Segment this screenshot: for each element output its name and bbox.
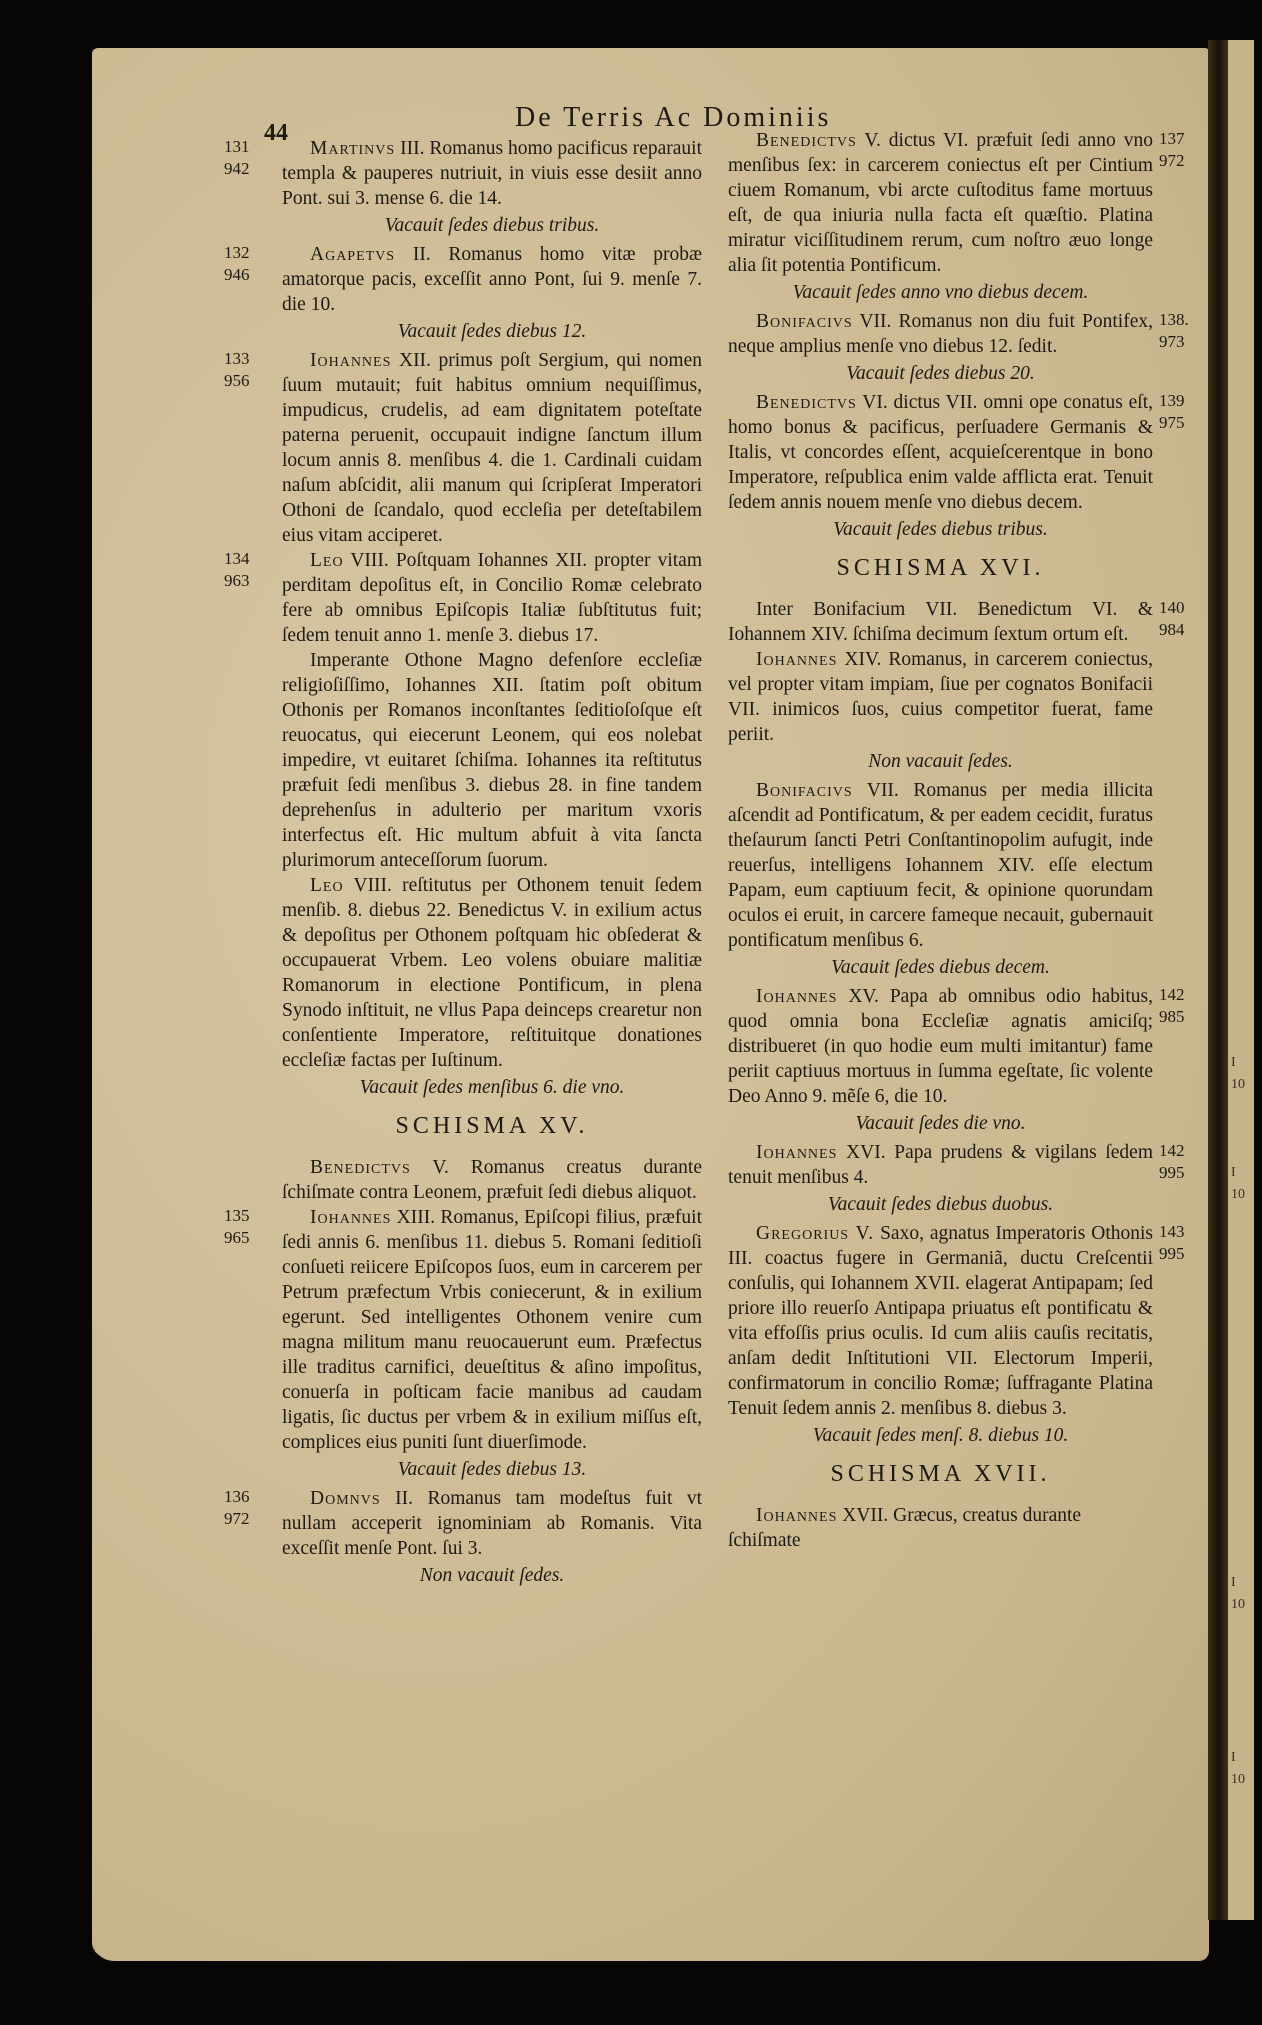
entry-text <box>728 390 1153 515</box>
pope-entry <box>728 778 1153 953</box>
right-column <box>728 128 1189 1553</box>
facing-margin-note: 10 <box>1231 1597 1245 1612</box>
pope-name: Leo <box>310 875 344 896</box>
book-gutter <box>1208 40 1230 1920</box>
vacancy-note: Vacauit ſedes anno vno diebus decem. <box>792 282 1089 303</box>
entry-body: VIII. reſtitutus per Othonem tenuit ſedem menſib. 8. diebus 22. Benedictus V. in exilium actus & depoſitus per Othonem poſtquam hic obſederat & occupauerat Vrbem. Leo volens obuiare malitiæ Romanorum in electione Pontificum, in plena Synodo inſtituit, ne vllus Papa deinceps crearetur non conſentiente Imperatore, reſtituitque donationes eccleſiæ factas per Iuſtinum. <box>282 875 702 1071</box>
running-head: De Terris Ac Dominiis <box>515 102 832 133</box>
facing-margin-note: I <box>1231 1165 1236 1180</box>
entry-text <box>282 136 702 211</box>
facing-margin-note: I <box>1231 1750 1236 1765</box>
entry-body: III. Romanus homo pacificus reparauit templa & pauperes nutriuit, in viuis esse desiit anno Pont. sui 3. mense 6. die 14. <box>282 138 702 209</box>
pope-name: Benedictvs <box>756 130 857 151</box>
pope-name: Agapetvs <box>310 244 396 265</box>
margin-note: 995 <box>1159 1244 1185 1263</box>
entry-text <box>728 597 1153 647</box>
pope-entry <box>224 548 702 648</box>
entry-body: II. Romanus tam modeſtus fuit vt nullam acceperit ignominiam ab Romanis. Vita exceſſit menſe Pont. ſui 3. <box>282 1488 703 1559</box>
entry-text <box>728 128 1153 278</box>
entry-body: XIII. Romanus, Epiſcopi filius, præfuit ſedi annis 6. menſibus 11. diebus 5. Romani ſeditioſi conſueti reiicere Epiſcopos ſuos, eum in carcerem per Petrum præfectum Vrbis coniecerunt, & in exilium egerunt. Sed intelligentes Othonem venire cum magna militum manu reuocauerunt eum. Præfectus ille traditus carnifici, deueſtitus & aſino impoſitus, conuerſa in poſticam facie manibus ad caudam ligatis, ſic ductus per vrbem & in exilium miſſus eſt, complices eius puniti ſunt diuerſimode. <box>282 1207 703 1453</box>
vacancy-note: Non vacauit ſedes. <box>868 751 1013 772</box>
vacancy-note: Vacauit ſedes diebus 12. <box>397 321 587 342</box>
entry-body: VII. Romanus per media illicita aſcendit ad Pontificatum, & per eadem cecidit, furatus theſaurum ſancti Petri Conſtantinopolim aufugit, inde reuerſus, intelligens Iohannem XIV. eſſe electum Papam, eum captiuum fecit, & opinione quorundam oculos ei eruit, in carcere fameque necauit, gubernauit pontificatum menſibus 6. <box>728 780 1153 951</box>
entry-body: VII. Romanus non diu fuit Pontifex, neque amplius menſe vno diebus 12. ſedit. <box>728 311 1153 357</box>
margin-note: 136 <box>224 1487 250 1506</box>
pope-entry <box>728 1503 1153 1553</box>
entry-text <box>728 647 1153 747</box>
vacancy-note: Vacauit ſedes menſibus 6. die vno. <box>359 1077 625 1098</box>
margin-note: 995 <box>1159 1163 1185 1182</box>
margin-note: 956 <box>224 371 250 390</box>
vacancy-note: Vacauit ſedes diebus 13. <box>397 1459 587 1480</box>
pope-entry <box>224 1205 703 1455</box>
pope-entry <box>728 984 1185 1109</box>
entry-body: VIII. Poſtquam Iohannes XII. propter vitam perditam depoſitus eſt, in Concilio Romæ celebrato fere ab omnibus Epiſcopis Italiæ ſubſtitutus fuit; ſedem tenuit anno 1. menſe 3. diebus 17. <box>282 550 702 646</box>
entry-text <box>282 242 702 317</box>
vacancy-note: Vacauit ſedes menſ. 8. diebus 10. <box>812 1425 1069 1446</box>
entry-body: XVII. Græcus, creatus durante <box>842 1505 1082 1526</box>
entry-text <box>728 984 1153 1109</box>
margin-note: 975 <box>1159 413 1185 432</box>
entry-text <box>282 1155 702 1205</box>
pope-entry <box>224 1486 703 1561</box>
margin-note: 984 <box>1159 620 1185 639</box>
pope-name: Iohannes <box>756 649 838 670</box>
pope-entry <box>728 128 1185 278</box>
margin-note: 985 <box>1159 1007 1185 1026</box>
margin-note: 972 <box>1159 151 1185 170</box>
margin-note: 131 <box>224 137 250 156</box>
schisma-heading: SCHISMA XVII. <box>830 1461 1051 1487</box>
margin-note: 137 <box>1159 129 1185 148</box>
catchword: ſchiſmate <box>728 1530 801 1551</box>
pope-name: Bonifacivs <box>756 780 853 801</box>
margin-note: 133 <box>224 349 250 368</box>
margin-note: 140 <box>1159 598 1185 617</box>
pope-entry <box>224 242 703 317</box>
margin-note: 972 <box>224 1509 250 1528</box>
entry-body: V. Romanus creatus durante ſchiſmate contra Leonem, præfuit ſedi diebus aliquot. <box>282 1157 702 1203</box>
pope-entry <box>224 348 702 548</box>
entry-body: Saxo, agnatus Imperatoris Othonis III. coactus fugere in Germaniã, ductu Creſcentii conſulis, qui Iohannem XVII. elagerat Antipapam; ſed priore illo reuerſo Antipapa priuatus eſt pontificatu & vita effoſſis prius oculis. Id cum aliis cauſis recitatis, anſam dedit Inſtitutioni VII. Electorum Imperii, confirmatorum in concilio Romæ; ſuffragante Platina Tenuit ſedem annis 2. menſibus 8. diebus 3. <box>728 1223 1153 1419</box>
entry-text <box>728 1221 1153 1421</box>
margin-note: 139 <box>1159 391 1185 410</box>
facing-page-strip <box>1228 40 1254 1920</box>
entry-body: Inter Bonifacium VII. Benedictum VI. & Iohannem XIV. ſchiſma decimum ſextum ortum eſt. <box>728 599 1153 645</box>
facing-margin-note: I <box>1231 1055 1236 1070</box>
margin-note: 965 <box>224 1228 250 1247</box>
entry-body: V. dictus VI. præfuit ſedi anno vno menſibus ſex: in carcerem coniectus eſt per Cintium ciuem Romanum, vbi arcte cuſtoditus fame mortuus eſt, de qua iniuria nulla facta eſt quæſtio. Platina miratur viciſſitudinem rerum, cum noſtro æuo longe alia ſit potentia Pontificum. <box>728 130 1153 276</box>
entry-body: XVI. Papa prudens & vigilans ſedem tenuit menſibus 4. <box>728 1142 1153 1188</box>
pope-entry <box>282 648 702 873</box>
vacancy-note: Vacauit ſedes die vno. <box>855 1113 1026 1134</box>
pope-name: Gregorius V. <box>756 1223 875 1244</box>
vacancy-note: Vacauit ſedes diebus duobus. <box>827 1194 1054 1215</box>
pope-entry <box>728 390 1185 515</box>
margin-note: 135 <box>224 1206 250 1225</box>
entry-text <box>282 348 702 548</box>
facing-margin-note: 10 <box>1231 1187 1245 1202</box>
schisma-heading: SCHISMA XV. <box>395 1113 589 1139</box>
pope-entry <box>728 309 1189 359</box>
entry-text <box>728 1140 1153 1190</box>
vacancy-note: Vacauit ſedes diebus decem. <box>831 957 1050 978</box>
schisma-heading: SCHISMA XVI. <box>836 555 1045 581</box>
margin-note: 946 <box>224 265 250 284</box>
facing-margin-note: 10 <box>1231 1772 1245 1787</box>
pope-entry <box>728 1140 1185 1190</box>
entry-body: XIV. Romanus, in carcerem coniectus, vel propter vitam impiam, ſiue per cognatos Bonifacii VII. inimicos ſuos, cuius competitor fuerat, fame periit. <box>728 649 1153 745</box>
pope-name: Domnvs <box>310 1488 381 1509</box>
pope-entry <box>728 597 1185 647</box>
facing-margin-note: 10 <box>1231 1077 1245 1092</box>
entry-body: XV. Papa ab omnibus odio habitus, quod omnia bona Eccleſiæ agnatis amiciſq; distribueret (in quo hodie eum multi imitantur) fame periit captiuus mortuus in ſumma egeſtate, ſic volente Deo Anno 9. mẽſe 6, die 10. <box>728 986 1153 1107</box>
vacancy-note: Non vacauit ſedes. <box>419 1565 565 1586</box>
pope-entry <box>728 1221 1185 1421</box>
margin-note: 142 <box>1159 1141 1185 1160</box>
margin-note: 143 <box>1159 1222 1185 1241</box>
pope-name: Iohannes <box>756 1505 838 1526</box>
margin-note: 142 <box>1159 985 1185 1004</box>
page-number: 44 <box>264 120 288 146</box>
vacancy-note: Vacauit ſedes diebus tribus. <box>833 519 1048 540</box>
pope-name: Iohannes <box>756 1142 838 1163</box>
margin-note: 963 <box>224 571 250 590</box>
entry-body: Imperante Othone Magno defenſore eccleſiæ religioſiſſimo, Iohannes XII. ſtatim poſt obitum Othonis per Romanos inconſtantes ſeditioſoſque eſt reuocatus, qui eiecerunt Leonem, qui eos nolebat impedire, vt euitaret ſchiſma. Iohannes ita reſtitutus præfuit ſedi menſibus 3. diebus 28. in fine tandem deprehenſus in adulterio per maritum vxoris interfectus eſt. Hic multum abfuit à vita ſancta plurimorum anteceſſorum ſuorum. <box>282 650 702 871</box>
entry-text <box>282 1486 702 1561</box>
pope-name: Bonifacivs <box>756 311 853 332</box>
pope-entry <box>728 647 1153 747</box>
entry-text <box>728 778 1153 953</box>
entry-text <box>282 548 702 648</box>
pope-entry <box>282 873 702 1073</box>
pope-name: Benedictvs <box>756 392 857 413</box>
margin-note: 138. <box>1159 310 1189 329</box>
pope-name: Martinvs <box>310 138 396 159</box>
pope-name: Iohannes <box>310 1207 392 1228</box>
margin-note: 942 <box>224 159 250 178</box>
entry-body: XII. primus poſt Sergium, qui nomen ſuum mutauit; fuit habitus omnium nequiſſimus, impudicus, crudelis, ad eam dignitatem poteſtate paterna peruenit, occupauit indigne ſanctum illum locum annis 8. menſibus 4. die 1. Cardinali cuidam naſum abſcidit, alii manum qui ſcripſerat Imperatori Othoni de ſcandalo, quod eccleſia per deteſtabilem eius vitam acciperet. <box>282 350 702 546</box>
entry-text <box>282 1205 702 1455</box>
pope-name: Iohannes <box>756 986 838 1007</box>
margin-note: 134 <box>224 549 250 568</box>
vacancy-note: Vacauit ſedes diebus tribus. <box>384 215 600 236</box>
entry-body: VI. dictus VII. omni ope conatus eſt, homo bonus & pacificus, perſuadere Germanis & Italis, vt concordes eſſent, acquieſcerentque in bono Imperatore, reſpublica enim valde afflicta erat. Tenuit ſedem annis nouem menſe vno diebus decem. <box>728 392 1154 513</box>
entry-text <box>728 309 1153 359</box>
pope-entry <box>282 1155 702 1205</box>
facing-margin-note: I <box>1231 1575 1236 1590</box>
margin-note: 132 <box>224 243 250 262</box>
margin-note: 973 <box>1159 332 1185 351</box>
entry-text <box>282 873 702 1073</box>
pope-entry <box>224 136 702 211</box>
pope-name: Iohannes <box>310 350 392 371</box>
pope-name: Benedictvs <box>310 1157 411 1178</box>
entry-body: II. Romanus homo vitæ probæ amatorque pacis, exceſſit anno Pont, ſui 9. menſe 7. die 10. <box>282 244 703 315</box>
pope-name: Leo <box>310 550 344 571</box>
entry-text <box>728 1503 1153 1528</box>
vacancy-note: Vacauit ſedes diebus 20. <box>846 363 1035 384</box>
entry-text <box>282 648 702 873</box>
left-column <box>224 136 703 1592</box>
